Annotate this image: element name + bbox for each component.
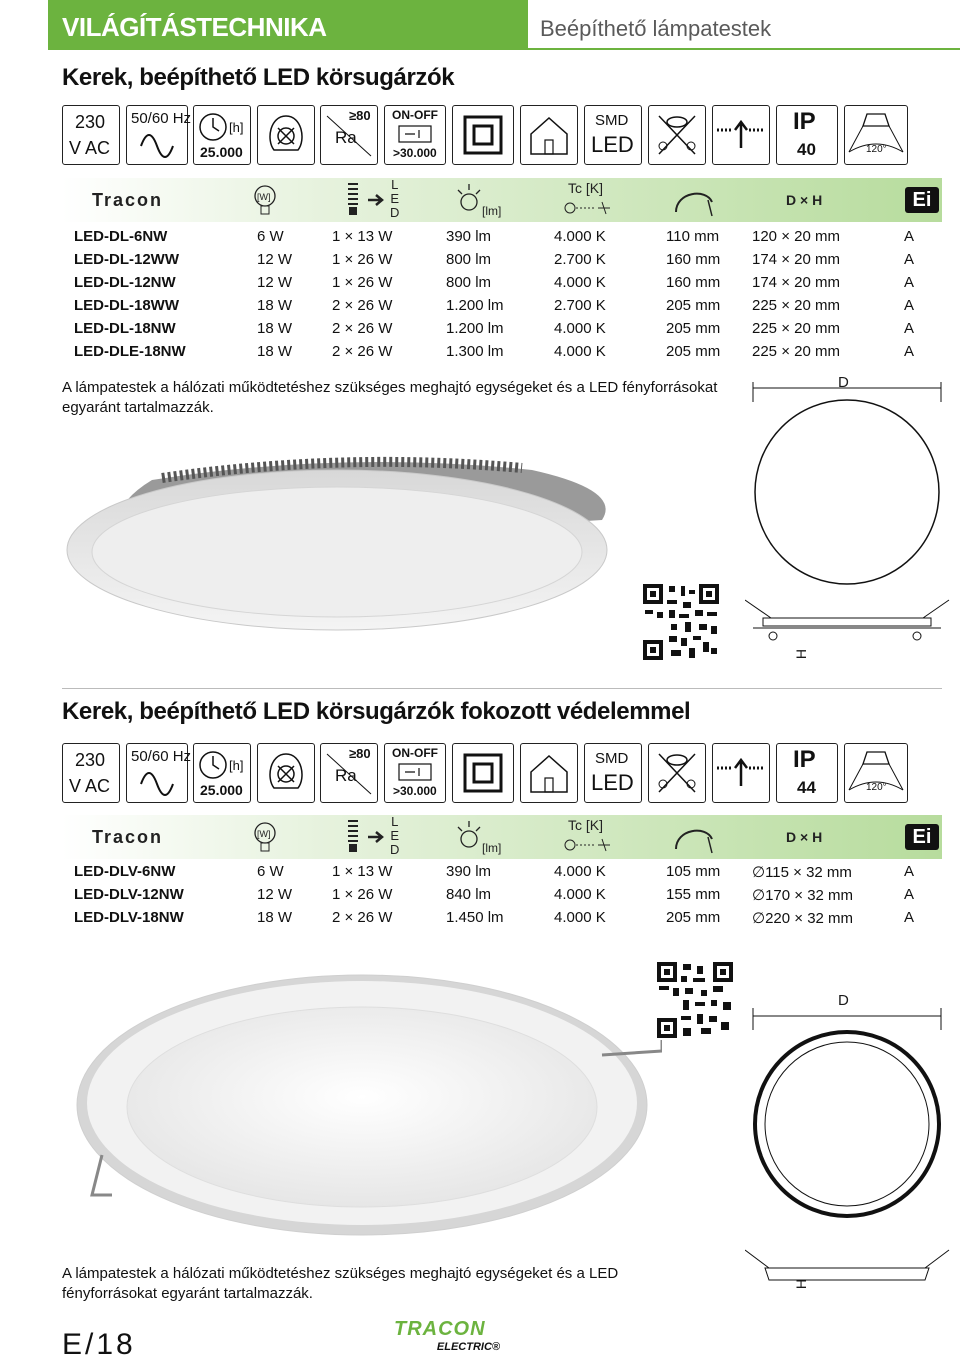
table1-dxh-label: D × H [786, 192, 823, 208]
beam-angle-value: 120° [866, 144, 887, 155]
energy-class: A [904, 274, 915, 291]
product-code: LED-DLE-18NW [74, 343, 186, 360]
ra-label: Ra [335, 128, 357, 147]
equivalent: 1 × 13 W [332, 863, 393, 880]
no-flammable-icon [649, 744, 705, 802]
double-insulation-icon [453, 744, 513, 802]
frequency-value: 50/60 Hz [131, 748, 192, 765]
lumen: 390 lm [446, 228, 492, 245]
voltage-value: 230 [75, 112, 106, 132]
table-row [62, 318, 942, 340]
led-label: LED [591, 132, 634, 157]
energy-class: A [904, 320, 915, 337]
table-row [62, 884, 942, 906]
power: 12 W [257, 886, 293, 903]
frequency-value: 50/60 Hz [131, 110, 192, 127]
color-temp: 4.000 K [554, 886, 606, 903]
energy-class: A [904, 863, 915, 880]
product-code: LED-DL-12WW [74, 251, 179, 268]
dimensions: 225 × 20 mm [752, 320, 840, 337]
color-temp-icon [562, 835, 612, 855]
energy-class: A [904, 297, 915, 314]
beam-angle-box [844, 105, 908, 165]
equivalence-arrow-icon [366, 829, 388, 845]
round-led-panel-ip44-image [62, 955, 662, 1245]
hours-unit: [h] [229, 120, 244, 135]
header-rule [48, 48, 960, 50]
lumen: 840 lm [446, 886, 492, 903]
mounting-box [712, 105, 770, 165]
smd-led-box [584, 743, 642, 803]
energy-class: A [904, 251, 915, 268]
table2-led-d: D [390, 842, 400, 857]
energy-class: A [904, 909, 915, 926]
onoff-label: ON-OFF [392, 746, 438, 760]
product-code: LED-DL-12NW [74, 274, 176, 291]
no-dimming-icon [258, 744, 314, 802]
table1-header [62, 178, 942, 222]
frequency-box [126, 743, 192, 803]
smd-label: SMD [595, 750, 629, 767]
ip-value: 44 [797, 778, 816, 797]
table1-led-e: E [390, 191, 400, 206]
ra-value: ≥80 [349, 746, 371, 761]
class-ii-box [452, 743, 514, 803]
cutout-diameter-icon [670, 182, 716, 220]
ra-label: Ra [335, 766, 357, 785]
double-insulation-icon [453, 106, 513, 164]
page-subtitle: Beépíthető lámpatestek [540, 16, 772, 41]
table2-energy-icon: Ei [905, 824, 939, 850]
section1-note: A lámpatestek a hálózati működtetéshez szükséges meghajtó egységeket és a LED fényforrásokat egyaránt tartalmazzák. [62, 379, 718, 416]
logo-wordmark: TRACON [394, 1318, 486, 1340]
lumen: 390 lm [446, 863, 492, 880]
logo-subtitle: ELECTRIC® [436, 1341, 500, 1353]
cutout-diameter-icon [670, 819, 716, 857]
table1-led-stack [390, 178, 399, 220]
power: 18 W [257, 909, 293, 926]
table1-brand: Tracon [92, 190, 164, 210]
equivalent: 1 × 26 W [332, 251, 393, 268]
round-led-panel-image [62, 440, 622, 640]
indoor-house-icon [521, 106, 577, 164]
beam-angle-box [844, 743, 908, 803]
drawing1-h-label: H [793, 648, 810, 660]
cutout: 205 mm [666, 343, 721, 360]
dimensions: 120 × 20 mm [752, 228, 840, 245]
table-row [62, 249, 942, 271]
hours-value: 25.000 [200, 144, 243, 160]
cutout: 205 mm [666, 297, 721, 314]
voltage-box [62, 105, 120, 165]
table-row [62, 907, 942, 929]
dimensions: 174 × 20 mm [752, 274, 840, 291]
qr-code-icon [641, 582, 721, 662]
energy-class: A [904, 343, 915, 360]
ra-arrow-icon [321, 106, 377, 164]
hours-value: 25.000 [200, 782, 243, 798]
ra-box [320, 105, 378, 165]
lumen: 1.200 lm [446, 320, 504, 337]
lumen: 800 lm [446, 274, 492, 291]
power: 6 W [257, 863, 284, 880]
cutout: 110 mm [666, 228, 720, 245]
table1-energy-icon: Ei [905, 187, 939, 213]
voltage-box [62, 743, 120, 803]
color-temp: 4.000 K [554, 343, 606, 360]
voltage-unit: V AC [69, 776, 111, 796]
color-temp: 2.700 K [554, 297, 606, 314]
cutout: 155 mm [666, 886, 721, 903]
power: 18 W [257, 297, 293, 314]
table2-led-e: E [390, 828, 400, 843]
tracon-logo [394, 1318, 506, 1362]
lifetime-box [193, 105, 251, 165]
sine-wave-icon [127, 106, 187, 164]
section2-title: Kerek, beépíthető LED körsugárzók fokozott védelemmel [62, 698, 691, 725]
lumen: 1.450 lm [446, 909, 504, 926]
table2-lumen-label: [lm] [482, 841, 502, 855]
color-temp: 4.000 K [554, 228, 606, 245]
ip-value: 40 [797, 140, 816, 159]
no-dim-box [257, 105, 315, 165]
hours-unit: [h] [229, 758, 244, 773]
equivalent: 2 × 26 W [332, 909, 393, 926]
page-number: E/18 [62, 1328, 136, 1361]
product-code: LED-DLV-12NW [74, 886, 184, 903]
cutout: 105 mm [666, 863, 721, 880]
dimensions: ∅220 × 32 mm [752, 910, 854, 927]
onoff-cycles: >30.000 [393, 784, 437, 798]
no-flammable-box [648, 743, 706, 803]
no-dimming-icon [258, 106, 314, 164]
table-row [62, 341, 942, 363]
equivalent: 1 × 13 W [332, 228, 393, 245]
ceiling-mount-icon [713, 744, 769, 802]
dimensions: 225 × 20 mm [752, 297, 840, 314]
ip-box [776, 743, 838, 803]
ip-label: IP [793, 746, 816, 773]
color-temp: 4.000 K [554, 863, 606, 880]
ip-label: IP [793, 108, 816, 135]
switching-box [384, 105, 446, 165]
product-code: LED-DLV-6NW [74, 863, 176, 880]
dimension-drawing-1 [745, 374, 950, 664]
smd-led-box [584, 105, 642, 165]
table1-watt-label: [W] [257, 192, 271, 202]
drawing2-h-label: H [793, 1278, 810, 1290]
frequency-box [126, 105, 192, 165]
mounting-box [712, 743, 770, 803]
ra-box [320, 743, 378, 803]
table2-dxh-label: D × H [786, 829, 823, 845]
onoff-cycles: >30.000 [393, 146, 437, 160]
equivalent: 2 × 26 W [332, 320, 393, 337]
cutout: 205 mm [666, 320, 721, 337]
lumen: 800 lm [446, 251, 492, 268]
color-temp-icon [562, 198, 612, 218]
table1-tc-label: Tc [K] [568, 180, 604, 196]
beam-angle-value: 120° [866, 782, 887, 793]
color-temp: 2.700 K [554, 251, 606, 268]
energy-class: A [904, 228, 915, 245]
voltage-value: 230 [75, 750, 106, 770]
product-code: LED-DL-18NW [74, 320, 176, 337]
table2-tc-label: Tc [K] [568, 817, 604, 833]
table-row [62, 272, 942, 294]
section-divider [62, 688, 942, 689]
category-title: VILÁGÍTÁSTECHNIKA [62, 12, 327, 42]
dimensions: ∅115 × 32 mm [752, 864, 852, 881]
color-temp: 4.000 K [554, 320, 606, 337]
indoor-box [520, 105, 578, 165]
ra-arrow-icon [321, 744, 377, 802]
indoor-box [520, 743, 578, 803]
ip-box [776, 105, 838, 165]
power: 18 W [257, 320, 293, 337]
beam-angle-icon [845, 744, 907, 802]
table1-led-d: D [390, 205, 400, 220]
dimensions: 174 × 20 mm [752, 251, 840, 268]
lumen: 1.300 lm [446, 343, 504, 360]
table1-led-l: L [391, 177, 399, 192]
table2-brand: Tracon [92, 827, 164, 847]
power: 12 W [257, 251, 293, 268]
drawing1-d-label: D [838, 374, 849, 391]
equivalent: 2 × 26 W [332, 343, 393, 360]
section2-note: A lámpatestek a hálózati működtetéshez szükséges meghajtó egységeket és a LED fényforrásokat egyaránt tartalmazzák. [62, 1265, 619, 1302]
qr-code-icon [655, 960, 735, 1040]
power: 18 W [257, 343, 293, 360]
dimension-drawing-2 [745, 990, 950, 1300]
indoor-house-icon [521, 744, 577, 802]
table2-led-stack [390, 815, 399, 857]
onoff-label: ON-OFF [392, 108, 438, 122]
color-temp: 4.000 K [554, 909, 606, 926]
cutout: 160 mm [666, 251, 721, 268]
voltage-unit: V AC [69, 138, 111, 158]
equivalent: 2 × 26 W [332, 297, 393, 314]
table1-lumen-label: [lm] [482, 204, 502, 218]
switching-box [384, 743, 446, 803]
lifetime-box [193, 743, 251, 803]
power: 6 W [257, 228, 284, 245]
dimensions: ∅170 × 32 mm [752, 887, 854, 904]
table-row [62, 295, 942, 317]
dimensions: 225 × 20 mm [752, 343, 840, 360]
ra-value: ≥80 [349, 108, 371, 123]
equivalent: 1 × 26 W [332, 886, 393, 903]
product-code: LED-DLV-18NW [74, 909, 184, 926]
cutout: 205 mm [666, 909, 721, 926]
no-dim-box [257, 743, 315, 803]
class-ii-box [452, 105, 514, 165]
table2-watt-label: [W] [257, 829, 271, 839]
power: 12 W [257, 274, 293, 291]
product-code: LED-DL-6NW [74, 228, 168, 245]
beam-angle-icon [845, 106, 907, 164]
equivalence-arrow-icon [366, 192, 388, 208]
product-code: LED-DL-18WW [74, 297, 179, 314]
no-flammable-icon [649, 106, 705, 164]
section1-title: Kerek, beépíthető LED körsugárzók [62, 64, 455, 91]
drawing2-d-label: D [838, 992, 849, 1009]
sine-wave-icon [127, 744, 187, 802]
table2-led-l: L [391, 814, 399, 829]
led-label: LED [591, 770, 634, 795]
color-temp: 4.000 K [554, 274, 606, 291]
table-row [62, 226, 942, 248]
ceiling-mount-icon [713, 106, 769, 164]
equivalent: 1 × 26 W [332, 274, 393, 291]
smd-label: SMD [595, 112, 629, 129]
lumen: 1.200 lm [446, 297, 504, 314]
cutout: 160 mm [666, 274, 721, 291]
table2-header [62, 815, 942, 859]
cfl-bulb-icon [342, 817, 364, 857]
no-flammable-box [648, 105, 706, 165]
energy-class: A [904, 886, 915, 903]
cfl-bulb-icon [342, 180, 364, 220]
table-row [62, 861, 942, 883]
